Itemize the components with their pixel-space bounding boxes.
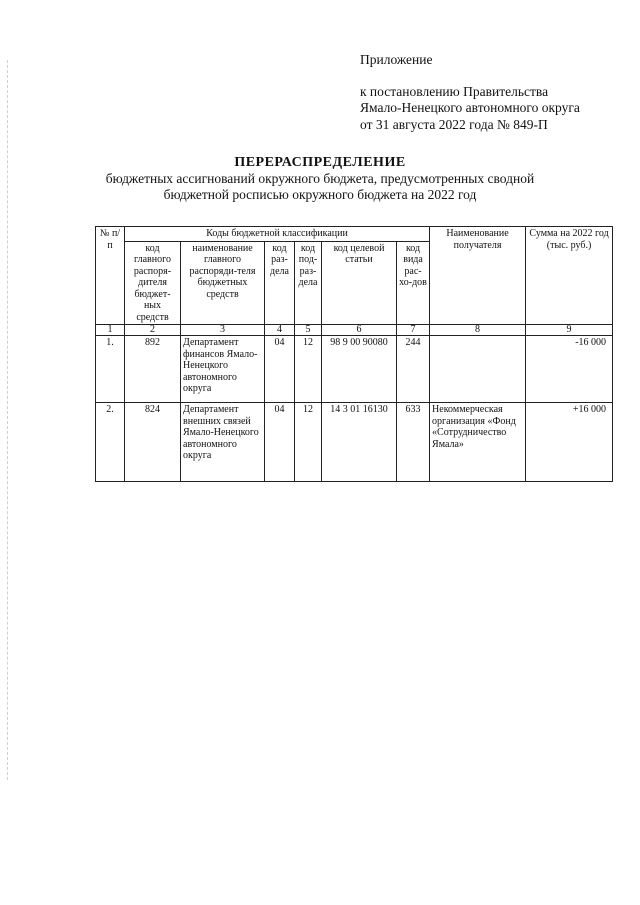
column-number: 9 <box>526 325 613 336</box>
title-main: ПЕРЕРАСПРЕДЕЛЕНИЕ <box>234 155 406 170</box>
table-row <box>96 403 613 482</box>
row-amount: +16 000 <box>526 403 613 482</box>
column-number: 4 <box>265 325 295 336</box>
table-row <box>96 336 613 403</box>
row-recipient: Некоммерческая организация «Фонд «Сотрудничество Ямала» <box>430 403 526 482</box>
appendix-region: Ямало-Ненецкого автономного округа <box>360 100 580 115</box>
column-number: 6 <box>322 325 397 336</box>
column-number-row <box>96 325 613 336</box>
row-amount: -16 000 <box>526 336 613 403</box>
column-number: 5 <box>295 325 322 336</box>
row-target: 14 3 01 16130 <box>322 403 397 482</box>
row-name-main: Департамент внешних связей Ямало-Ненецкого автономного округа <box>181 403 265 482</box>
appendix-decree: к постановлению Правительства <box>360 83 549 99</box>
document-title <box>0 155 640 203</box>
redistribution-table <box>95 226 613 482</box>
header-expense-type: код вида рас-хо-дов <box>397 241 430 325</box>
row-code-main: 824 <box>125 403 181 482</box>
header-recipient: Наименование получателя <box>430 227 526 325</box>
spacer <box>360 69 580 84</box>
column-number: 3 <box>181 325 265 336</box>
row-expense-type: 244 <box>397 336 430 403</box>
header-num: № п/п <box>96 227 125 325</box>
title-sub-1: бюджетных ассигнований окружного бюджета, предусмотренных сводной <box>105 171 535 186</box>
row-recipient <box>430 336 526 403</box>
row-name-main: Департамент финансов Ямало-Ненецкого автономного округа <box>181 336 265 403</box>
column-number: 2 <box>125 325 181 336</box>
row-num: 2. <box>96 403 125 482</box>
header-section: код раз-дела <box>265 241 295 325</box>
column-number: 8 <box>430 325 526 336</box>
row-subsection: 12 <box>295 336 322 403</box>
row-code-main: 892 <box>125 336 181 403</box>
title-sub-2: бюджетной росписью окружного бюджета на 2022 год <box>163 187 477 202</box>
row-section: 04 <box>265 336 295 403</box>
header-subsection: код под-раз-дела <box>295 241 322 325</box>
header-target: код целевой статьи <box>322 241 397 325</box>
header-row-1 <box>96 227 613 242</box>
appendix-label: Приложение <box>360 52 433 67</box>
row-expense-type: 633 <box>397 403 430 482</box>
header-name-main: наименование главного распоряди-теля бюджетных средств <box>181 241 265 325</box>
column-number: 7 <box>397 325 430 336</box>
row-num: 1. <box>96 336 125 403</box>
appendix-date: от 31 августа 2022 года № 849-П <box>360 116 548 132</box>
header-codes: Коды бюджетной классификации <box>125 227 430 242</box>
header-amount: Сумма на 2022 год (тыс. руб.) <box>526 227 613 325</box>
appendix-block <box>360 52 580 133</box>
row-target: 98 9 00 90080 <box>322 336 397 403</box>
column-number: 1 <box>96 325 125 336</box>
row-subsection: 12 <box>295 403 322 482</box>
row-section: 04 <box>265 403 295 482</box>
header-code-main: код главного распоря-дителя бюджет-ных средств <box>125 241 181 325</box>
